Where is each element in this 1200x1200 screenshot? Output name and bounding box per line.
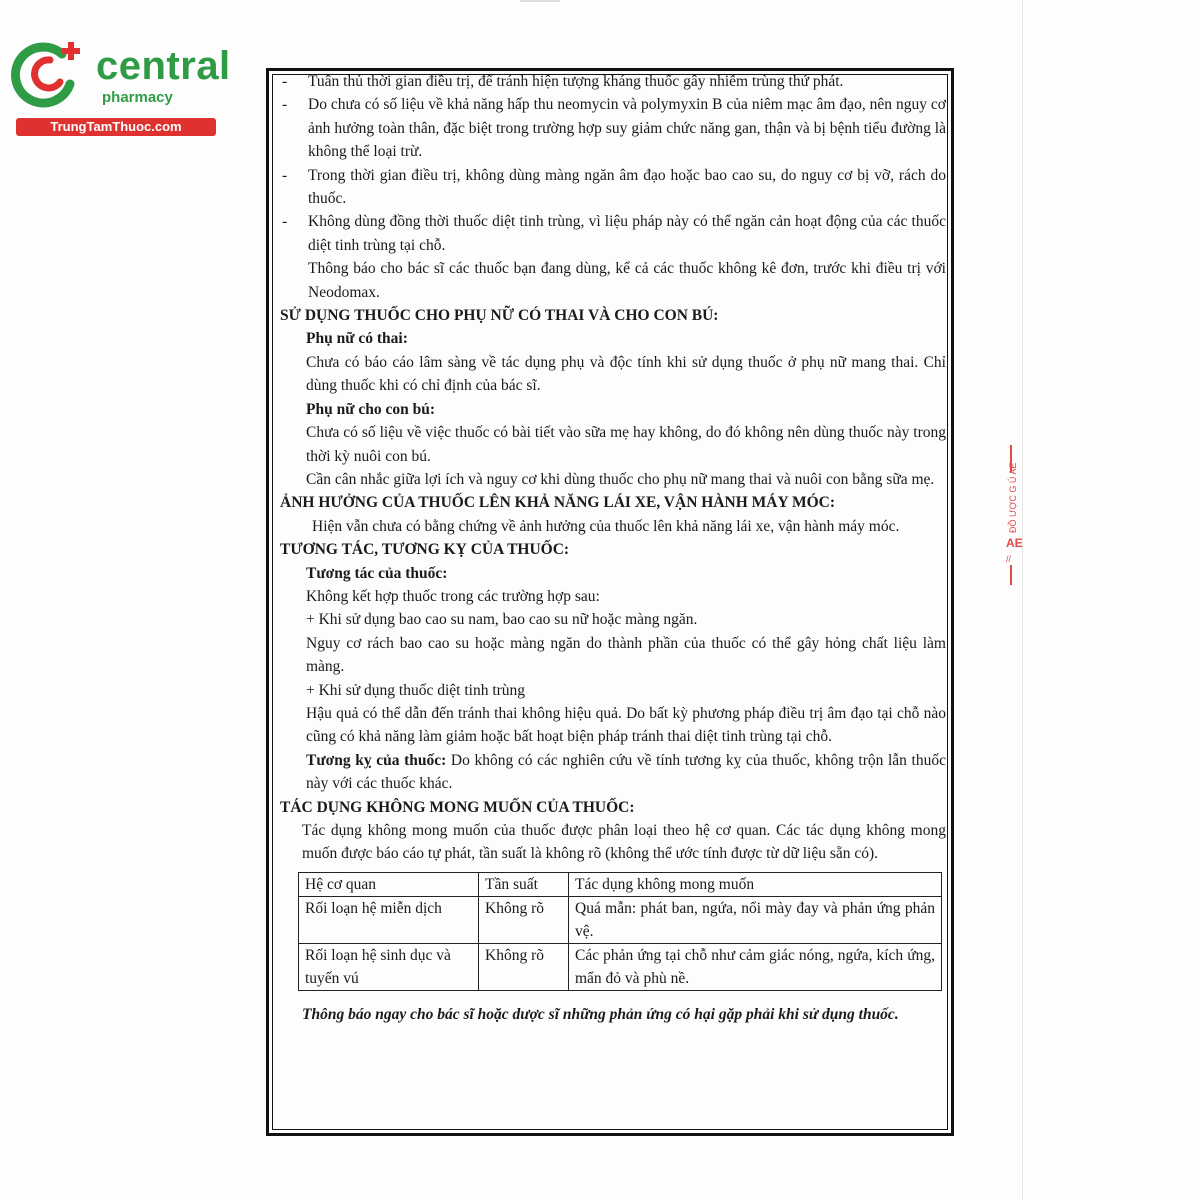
table-row: [299, 943, 942, 990]
scan-mark: [520, 0, 560, 2]
table-cell: Không rõ: [479, 943, 569, 990]
interactions-intro: Không kết hợp thuốc trong các trường hợp sau:: [306, 587, 600, 605]
section-heading-driving: ẢNH HƯỞNG CỦA THUỐC LÊN KHẢ NĂNG LÁI XE, VẬN HÀNH MÁY MÓC:: [280, 494, 835, 512]
adverse-warning: Thông báo ngay cho bác sĩ hoặc dược sĩ những phản ứng có hại gặp phải khi sử dụng thuốc.: [302, 1005, 899, 1023]
table-header: Tác dụng không mong muốn: [569, 872, 942, 896]
subheading-nursing: Phụ nữ cho con bú:: [306, 400, 436, 418]
table-cell: Rối loạn hệ sinh dục và tuyến vú: [299, 943, 479, 990]
stamp-text: ĐỒ ƯỢC G Ú AE AE //: [1006, 445, 1023, 585]
table-header-row: [299, 872, 942, 896]
adverse-intro: Tác dụng không mong muốn của thuốc được phân loại theo hệ cơ quan. Các tác dụng không mong muốn được báo cáo tự phát, tần suất là không rõ (không thể ước tính được từ dữ liệu sẵn có).: [302, 822, 946, 863]
central-pharmacy-logo[interactable]: [10, 38, 231, 138]
interaction-case-1-text: Nguy cơ rách bao cao su hoặc màng ngăn do thành phần của thuốc có thể gây hỏng chất liệu làm màng.: [306, 634, 946, 676]
red-stamp-fragment: [1006, 445, 1024, 605]
table-cell: Quá mẫn: phát ban, ngứa, nổi mày đay và phản ứng phản vệ.: [569, 896, 942, 943]
table-cell: Rối loạn hệ miễn dịch: [299, 896, 479, 943]
table-header: Tần suất: [479, 872, 569, 896]
interaction-case-2: + Khi sử dụng thuốc diệt tinh trùng: [306, 681, 526, 699]
leaflet-content: [280, 70, 946, 1026]
bullet-item: - Trong thời gian điều trị, không dùng màng ngăn âm đạo hoặc bao cao su, do nguy cơ bị vỡ, rách do thuốc.: [282, 166, 946, 208]
table-cell: Không rõ: [479, 896, 569, 943]
bullet-item: - Tuân thủ thời gian điều trị, để tránh hiện tượng kháng thuốc gây nhiễm trùng thứ phát.: [282, 73, 844, 90]
adverse-effects-table: [298, 872, 942, 991]
notice-paragraph: Thông báo cho bác sĩ các thuốc bạn đang dùng, kể cả các thuốc không kê đơn, trước khi điều trị với Neodomax.: [308, 260, 946, 301]
table-row: [299, 896, 942, 943]
nursing-text-1: Chưa có số liệu về việc thuốc có bài tiết vào sữa mẹ hay không, do đó không nên dùng thuốc này trong thời kỳ nuôi con bú.: [306, 424, 946, 465]
bullet-item: - Không dùng đồng thời thuốc diệt tinh trùng, vì liệu pháp này có thể ngăn cản hoạt động của các thuốc diệt tinh trùng tại chỗ.: [282, 213, 946, 254]
section-heading-pregnancy: SỬ DỤNG THUỐC CHO PHỤ NỮ CÓ THAI VÀ CHO CON BÚ:: [280, 307, 719, 325]
table-cell: Các phản ứng tại chỗ như cảm giác nóng, ngứa, kích ứng, mẩn đỏ và phù nề.: [569, 943, 942, 990]
pregnant-text: Chưa có báo cáo lâm sàng về tác dụng phụ và độc tính khi sử dụng thuốc ở phụ nữ mang thai. Chỉ dùng thuốc khi có chỉ định của bác sĩ.: [306, 353, 946, 395]
section-heading-interactions: TƯƠNG TÁC, TƯƠNG KỴ CỦA THUỐC:: [280, 541, 570, 559]
subheading-interactions: Tương tác của thuốc:: [306, 564, 448, 582]
section-heading-adverse: TÁC DỤNG KHÔNG MONG MUỐN CỦA THUỐC:: [280, 798, 635, 816]
logo-subtitle: pharmacy: [102, 89, 173, 106]
interaction-case-2-text: Hậu quả có thể dẫn đến tránh thai không hiệu quả. Do bất kỳ phương pháp điều trị âm đạo tại chỗ nào cũng có khả năng làm giảm hoặc bất hoạt biện pháp tránh thai diệt tinh trùng tại chỗ.: [306, 704, 946, 746]
table-header: Hệ cơ quan: [299, 872, 479, 896]
nursing-text-2: Cần cân nhắc giữa lợi ích và nguy cơ khi dùng thuốc cho phụ nữ mang thai và nuôi con bằng sữa mẹ.: [306, 470, 935, 488]
driving-text: Hiện vẫn chưa có bằng chứng về ảnh hưởng của thuốc lên khả năng lái xe, vận hành máy móc.: [312, 517, 900, 535]
subheading-incompatibility: Tương kỵ của thuốc:: [306, 751, 447, 769]
logo-name: central: [96, 44, 231, 88]
logo-c-cross-icon: [10, 38, 90, 108]
interaction-case-1: + Khi sử dụng bao cao su nam, bao cao su nữ hoặc màng ngăn.: [306, 611, 698, 629]
subheading-pregnant: Phụ nữ có thai:: [306, 330, 408, 348]
incompatibility-paragraph: Tương kỵ của thuốc: Do không có các nghiên cứu về tính tương kỵ của thuốc, không trộn lẫn thuốc này với các thuốc khác.: [306, 751, 946, 793]
logo-url-badge: TrungTamThuoc.com: [16, 118, 216, 136]
bullet-item: - Do chưa có số liệu về khả năng hấp thu neomycin và polymyxin B của niêm mạc âm đạo, nên nguy cơ ảnh hưởng toàn thân, đặc biệt trong trường hợp suy giảm chức năng gan, thận và bị bệnh tiểu đường là không thể loại trừ.: [282, 96, 946, 161]
